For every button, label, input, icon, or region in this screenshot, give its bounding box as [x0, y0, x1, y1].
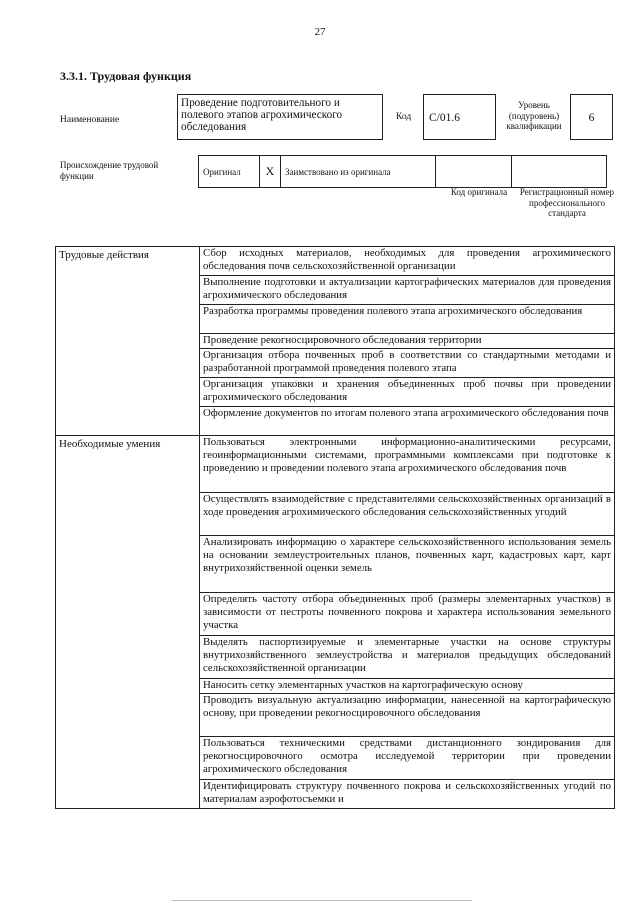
code-label: Код	[396, 112, 412, 122]
scan-edge-line	[172, 900, 472, 901]
origin-table	[198, 155, 607, 188]
code-caption: Код оригинала	[450, 187, 508, 197]
reg-caption: Регистрационный номер профессионального стандарта	[519, 187, 615, 218]
labor-action-item: Сбор исходных материалов, необходимых для проведения агрохимического обследования почв сельскохозяйственной организации	[200, 247, 615, 276]
original-mark: X	[260, 156, 281, 188]
function-name-box	[177, 94, 383, 140]
skill-item: Осуществлять взаимодействие с представителями сельскохозяйственных организаций в ходе проведения агрохимического обследования сельскохозяйственных угодий	[200, 493, 615, 536]
skill-item: Анализировать информацию о характере сельскохозяйственного использования земель на основании землеустроительных планов, почвенных карт, кадастровых карт, карт внутрихозяйственной оценки земель	[200, 536, 615, 593]
level-value: 6	[588, 112, 595, 124]
original-code-cell	[436, 156, 512, 188]
labor-action-item: Разработка программы проведения полевого этапа агрохимического обследования	[200, 305, 615, 334]
borrowed-label: Заимствовано из оригинала	[281, 156, 436, 188]
labor-action-item: Проведение рекогносцировочного обследования территории	[200, 334, 615, 349]
skill-item: Проводить визуальную актуализацию информации, нанесенной на картографическую основу, при проведении рекогносцировочного обследования	[200, 694, 615, 737]
function-name-value: Проведение подготовительного и полевого этапов агрохимического обследования	[181, 97, 343, 133]
labor-action-item: Оформление документов по итогам полевого этапа агрохимического обследования почв	[200, 407, 615, 436]
original-label: Оригинал	[199, 156, 260, 188]
section-title: 3.3.1. Трудовая функция	[60, 69, 192, 83]
page-number: 27	[314, 26, 326, 38]
skill-item: Идентифицировать структуру почвенного покрова и сельскохозяйственных угодий по материалам аэрофотосъемки и	[200, 780, 615, 809]
labor-action-item: Организация упаковки и хранения объединенных проб почвы при проведении агрохимического обследования	[200, 378, 615, 407]
skill-item: Определять частоту отбора объединенных проб (размеры элементарных участков) в зависимости от пестроты почвенного покрова и характера использования земельного участка	[200, 593, 615, 636]
level-box	[570, 94, 613, 140]
origin-label: Происхождение трудовой функции	[60, 160, 159, 181]
code-value: C/01.6	[429, 112, 460, 124]
level-label: Уровень (подуровень) квалификации	[506, 100, 562, 131]
skill-item: Наносить сетку элементарных участков на картографическую основу	[200, 679, 615, 694]
skill-item: Пользоваться электронными информационно-аналитическими ресурсами, геоинформационными системами, программными комплексами при подготовке к проведению и проведении полевого этапа агрохимического обследования почв	[200, 436, 615, 493]
name-label: Наименование	[60, 115, 120, 125]
skill-item: Выделять паспортизируемые и элементарные участки на основе структуры внутрихозяйственного землеустройства и материалов предыдущих обследований сельскохозяйственной организации	[200, 636, 615, 679]
labor-action-item: Выполнение подготовки и актуализации картографических материалов для проведения агрохимического обследования	[200, 276, 615, 305]
skill-item: Пользоваться техническими средствами дистанционного зондирования для рекогносцировочного осмотра исследуемой территории при проведении агрохимического обследования	[200, 737, 615, 780]
function-content-table	[55, 246, 615, 809]
reg-number-cell	[512, 156, 607, 188]
code-box	[423, 94, 496, 140]
labor-actions-label: Трудовые действия	[56, 247, 200, 436]
skills-label: Необходимые умения	[56, 436, 200, 809]
labor-action-item: Организация отбора почвенных проб в соответствии со стандартными методами и разработанной программой проведения полевого этапа	[200, 349, 615, 378]
